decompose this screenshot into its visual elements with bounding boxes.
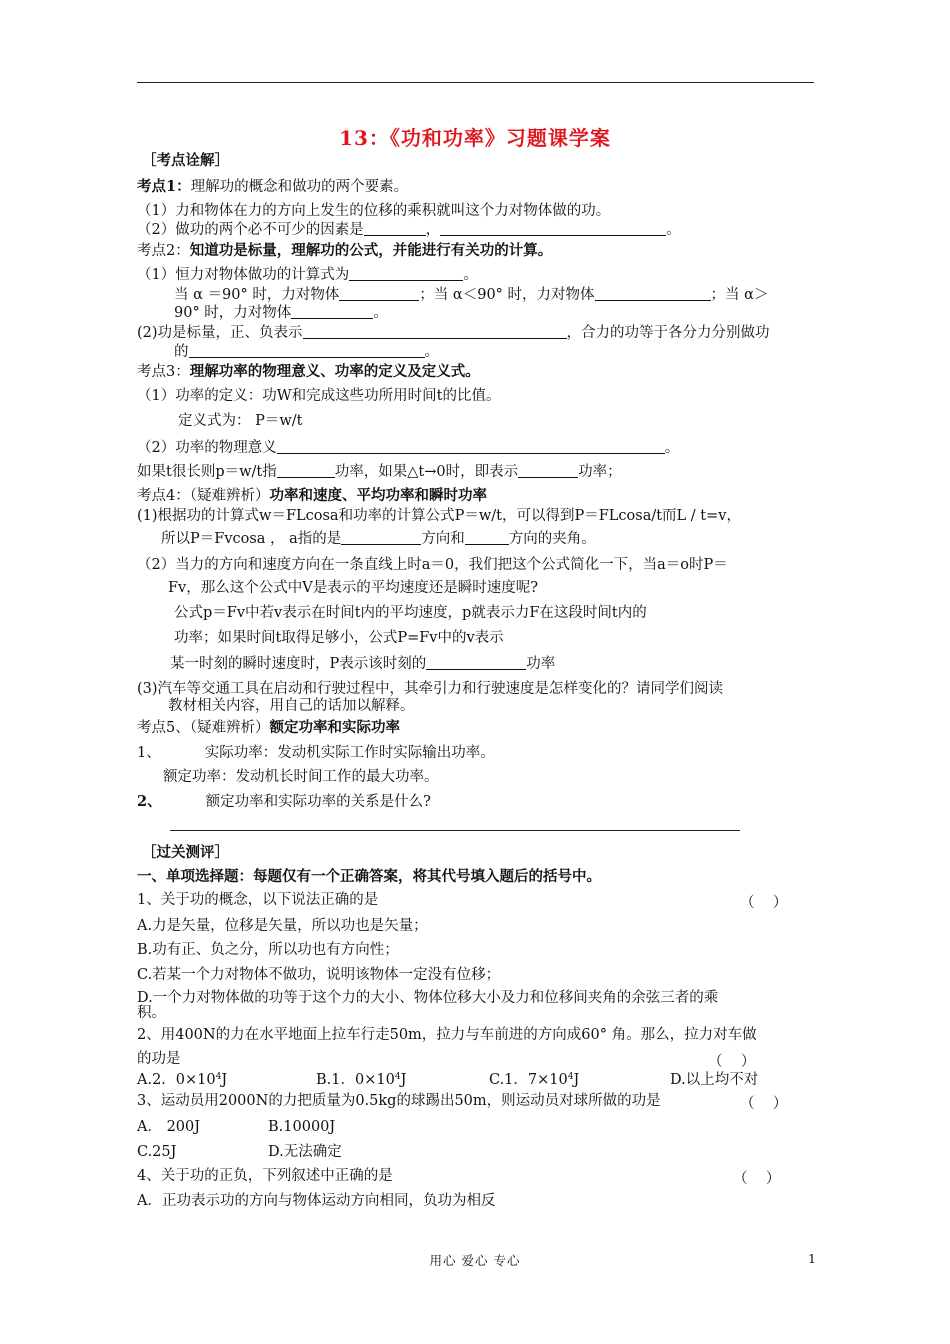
text-line: 公式p＝Fv中若v表示在时间t内的平均速度，p就表示力F在这段时间t内的 (174, 605, 647, 621)
fill-blank[interactable] (303, 324, 567, 339)
fill-blank[interactable] (440, 221, 666, 236)
page-footer: 用心 爱心 专心 (429, 1253, 521, 1268)
option: C.1．$7\times 10^4J$ (489, 1072, 580, 1088)
text-line: （2）当力的方向和速度方向在一条直线上时a＝0，我们把这个公式简化一下，当a＝o时P＝ (137, 557, 728, 573)
text-line: （1）力和物体在力的方向上发生的位移的乘积就叫这个力对物体做的功。 (137, 203, 611, 219)
section-header-key-points: ［考点诠解］ (142, 152, 229, 169)
option: A．正功表示功的方向与物体运动方向相同，负功为相反 (137, 1193, 496, 1209)
text-line: 定义式为： P＝w/t (178, 413, 303, 429)
option: D.以上均不对 (670, 1072, 759, 1088)
fill-blank[interactable] (426, 655, 526, 670)
text-line: 的 。 (174, 344, 439, 360)
text-line: 所以P＝Fvcosa ， a指的是 方向和 方向的夹角。 (161, 531, 596, 547)
answer-paren[interactable]: （ ） (740, 1096, 788, 1112)
key-point-text: 理解功的概念和做功的两个要素。 (190, 179, 409, 195)
fill-blank[interactable] (341, 530, 421, 545)
fill-blank[interactable] (595, 286, 711, 301)
fill-blank[interactable] (339, 286, 419, 301)
text-line: Fv，那么这个公式中V是表示的平均速度还是瞬时速度呢? (168, 580, 538, 596)
key-point-5 (137, 719, 400, 737)
question-2-cont: 的功是 (137, 1051, 181, 1067)
option: D.无法确定 (268, 1144, 342, 1160)
text-line: （1）功率的定义：功W和完成这些功所用时间t的比值。 (137, 388, 501, 404)
text-line: 教材相关内容，用自己的话加以解释。 (168, 698, 415, 714)
text-line: 2、 额定功率和实际功率的关系是什么? (137, 793, 431, 810)
key-point-1 (137, 178, 408, 196)
key-point-text: 功率和速度、平均功率和瞬时功率 (269, 487, 487, 504)
key-point-text: 额定功率和实际功率 (269, 719, 400, 736)
fill-blank[interactable] (277, 439, 665, 454)
text-line: (1)根据功的计算式w＝FLcosa和功率的计算公式P＝w/t，可以得到P＝FLcosa/t而L / t=v， (137, 508, 741, 524)
key-point-text: 理解功率的物理意义、功率的定义及定义式。 (189, 363, 480, 380)
text-line: （2）做功的两个必不可少的因素是 ， 。 (137, 222, 681, 238)
answer-paren[interactable]: （ ） (733, 1171, 781, 1187)
text-line: (2)功是标量，正、负表示 ，合力的功等于各分力分别做功 (137, 325, 770, 341)
fill-blank[interactable] (189, 343, 425, 358)
fill-blank[interactable] (364, 221, 426, 236)
text-line: 当 α ＝90° 时，力对物体 ；当 α＜90° 时，力对物体 ；当 α＞ (174, 287, 769, 303)
question-4: 4、关于功的正负，下列叙述中正确的是 (137, 1168, 393, 1184)
key-point-label: 考点5、（疑难辨析） (137, 720, 270, 736)
page-number: 1 (808, 1251, 816, 1266)
option: C.若某一个力对物体不做功，说明该物体一定没有位移； (137, 967, 501, 983)
text-line: 某一时刻的瞬时速度时，P表示该时刻的 功率 (170, 656, 556, 672)
section-header-test: ［过关测评］ (142, 844, 229, 861)
instructions: 一、单项选择题：每题仅有一个正确答案，将其代号填入题后的括号中。 (137, 868, 601, 885)
key-point-label: 考点1： (137, 178, 191, 195)
question-2: 2、用400N的力在水平地面上拉车行走50m，拉力与车前进的方向成60° 角。那么，拉力对车做 (137, 1027, 757, 1043)
question-3: 3、运动员用2000N的力把质量为0.5kg的球踢出50m，则运动员对球所做的功是 (137, 1093, 661, 1109)
text-line: （2）功率的物理意义 。 (137, 440, 680, 456)
answer-paren[interactable]: （ ） (740, 895, 788, 911)
option: A． 200J (137, 1119, 201, 1135)
answer-line[interactable] (170, 830, 740, 831)
fill-blank[interactable] (277, 463, 335, 478)
option: A.力是矢量，位移是矢量，所以功也是矢量； (137, 918, 428, 934)
option: A.2．$0\times 10^4J$ (137, 1072, 228, 1088)
page-title: 13：《功和功率》习题课学案 (339, 126, 611, 150)
key-point-2 (137, 242, 552, 260)
option: 积。 (137, 1005, 166, 1021)
fill-blank[interactable] (349, 266, 463, 281)
text-line: 功率；如果时间t取得足够小，公式P=Fv中的v表示 (174, 630, 504, 646)
option: C.25J (137, 1144, 177, 1160)
option: B.1．$0\times 10^4J$ (316, 1072, 407, 1088)
fill-blank[interactable] (291, 304, 373, 319)
key-point-label: 考点4：（疑难辨析） (137, 488, 270, 504)
text-line: 90° 时，力对物体 。 (174, 305, 388, 321)
answer-paren[interactable]: （ ） (708, 1054, 756, 1070)
option: B.功有正、负之分，所以功也有方向性； (137, 942, 399, 958)
key-point-text: 知道功是标量，理解功的公式，并能进行有关功的计算。 (189, 242, 553, 259)
fill-blank[interactable] (518, 463, 578, 478)
key-point-label: 考点2： (137, 243, 190, 259)
text-line: 额定功率：发动机长时间工作的最大功率。 (163, 769, 439, 785)
key-point-3 (137, 363, 480, 381)
key-point-label: 考点3： (137, 364, 190, 380)
option: D.一个力对物体做的功等于这个力的大小、物体位移大小及力和位移间夹角的余弦三者的乘 (137, 990, 719, 1006)
top-rule (137, 82, 814, 83)
key-point-4 (137, 487, 487, 505)
text-line: 如果t很长则p＝w/t指 功率，如果△t→0时，即表示 功率； (137, 464, 622, 480)
text-line: 1、 实际功率：发动机实际工作时实际输出功率。 (137, 745, 495, 761)
text-line: (3)汽车等交通工具在启动和行驶过程中，其牵引力和行驶速度是怎样变化的？请同学们阅读 (137, 681, 724, 697)
text-line: （1）恒力对物体做功的计算式为 。 (137, 267, 478, 283)
question-1: 1、关于功的概念，以下说法正确的是 (137, 892, 379, 908)
option: B.10000J (268, 1119, 336, 1135)
fill-blank[interactable] (465, 530, 509, 545)
